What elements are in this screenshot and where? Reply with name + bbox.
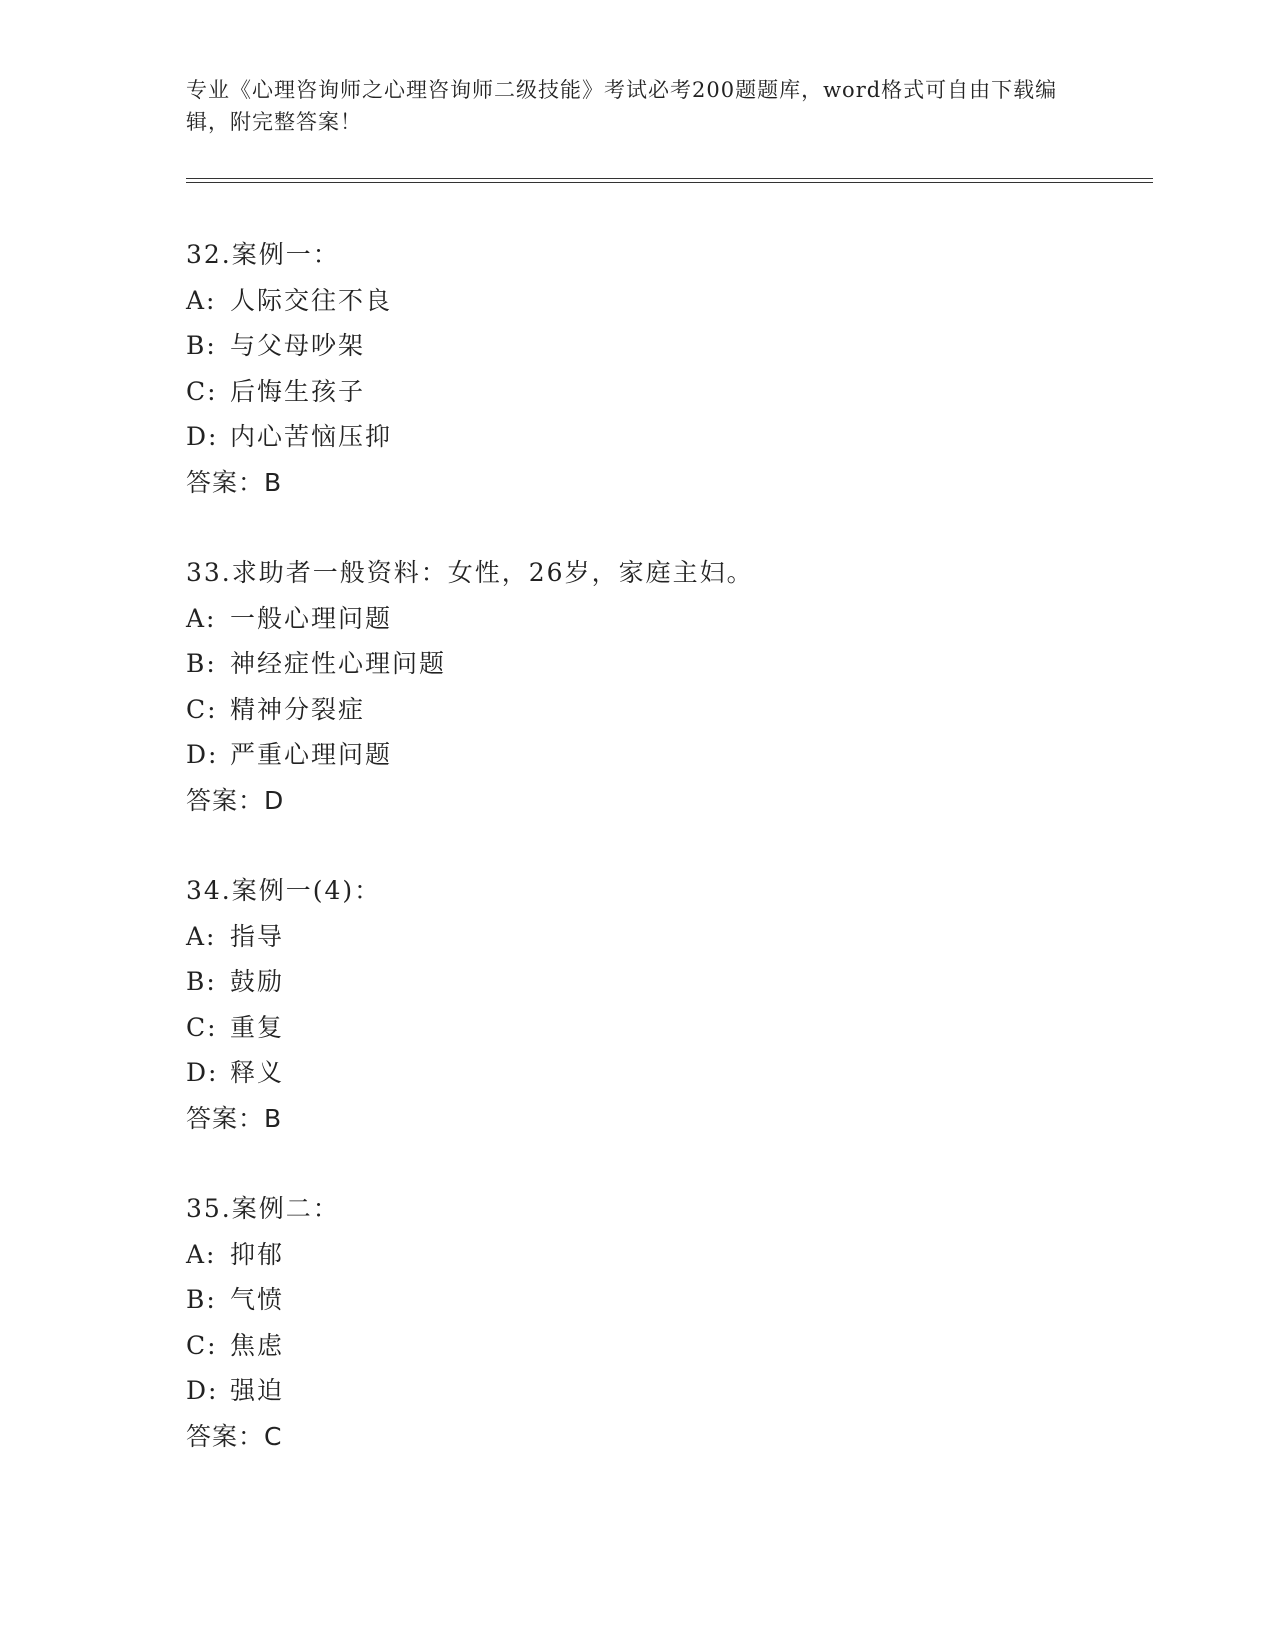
answer-line: 答案：B	[186, 467, 283, 497]
option-a	[186, 1232, 1153, 1278]
option-letter: B:	[186, 967, 217, 996]
answer-line: 答案：B	[186, 1103, 283, 1133]
option-text: 强迫	[230, 1376, 285, 1405]
option-text: 严重心理问题	[230, 740, 393, 769]
option-text: 内心苦恼压抑	[230, 422, 393, 451]
option-letter: B:	[186, 331, 217, 360]
option-letter: A:	[186, 603, 217, 633]
option-c	[186, 1323, 1153, 1369]
option-letter: A:	[186, 1239, 217, 1269]
option-d	[186, 1368, 1153, 1414]
option-letter: C:	[186, 376, 218, 406]
option-text: 神经症性心理问题	[230, 649, 447, 678]
question-stem: 34.案例一(4)：	[186, 876, 382, 905]
option-letter: D:	[186, 740, 219, 769]
option-letter: C:	[186, 694, 218, 724]
option-b	[186, 1277, 1153, 1323]
answer-line: 答案：D	[186, 785, 285, 815]
question-35	[186, 1186, 1153, 1459]
option-c	[186, 369, 1153, 415]
option-c	[186, 687, 1153, 733]
option-text: 抑郁	[230, 1239, 285, 1269]
question-34	[186, 868, 1153, 1141]
option-a	[186, 596, 1153, 642]
answer-line: 答案：C	[186, 1421, 283, 1451]
header-divider-top	[186, 178, 1153, 179]
option-text: 指导	[230, 921, 285, 951]
option-text: 人际交往不良	[230, 285, 393, 315]
option-b	[186, 323, 1153, 369]
question-list	[186, 232, 1153, 1504]
option-text: 后悔生孩子	[230, 376, 366, 406]
option-letter: D:	[186, 422, 219, 451]
option-letter: A:	[186, 285, 217, 315]
document-intro: 专业《心理咨询师之心理咨询师二级技能》考试必考200题题库，word格式可自由下载编辑，附完整答案！	[186, 78, 1058, 134]
option-text: 重复	[230, 1012, 285, 1042]
question-stem: 33.求助者一般资料：女性，26岁，家庭主妇。	[186, 558, 754, 587]
option-letter: A:	[186, 921, 217, 951]
question-stem: 35.案例二：	[186, 1194, 340, 1223]
option-text: 一般心理问题	[230, 603, 393, 633]
option-b	[186, 959, 1153, 1005]
option-letter: C:	[186, 1012, 218, 1042]
option-text: 释义	[230, 1058, 285, 1087]
option-b	[186, 641, 1153, 687]
option-text: 与父母吵架	[230, 331, 366, 360]
question-32	[186, 232, 1153, 505]
option-letter: D:	[186, 1058, 219, 1087]
option-letter: D:	[186, 1376, 219, 1405]
option-c	[186, 1005, 1153, 1051]
option-letter: B:	[186, 649, 217, 678]
option-d	[186, 1050, 1153, 1096]
option-text: 精神分裂症	[230, 694, 366, 724]
option-a	[186, 914, 1153, 960]
header-divider-bottom	[186, 182, 1153, 183]
question-stem: 32.案例一：	[186, 240, 340, 269]
option-d	[186, 414, 1153, 460]
option-letter: C:	[186, 1330, 218, 1360]
option-letter: B:	[186, 1285, 217, 1314]
option-text: 气愤	[230, 1285, 285, 1314]
option-a	[186, 278, 1153, 324]
option-text: 鼓励	[230, 967, 285, 996]
option-d	[186, 732, 1153, 778]
question-33	[186, 550, 1153, 823]
option-text: 焦虑	[230, 1330, 285, 1360]
